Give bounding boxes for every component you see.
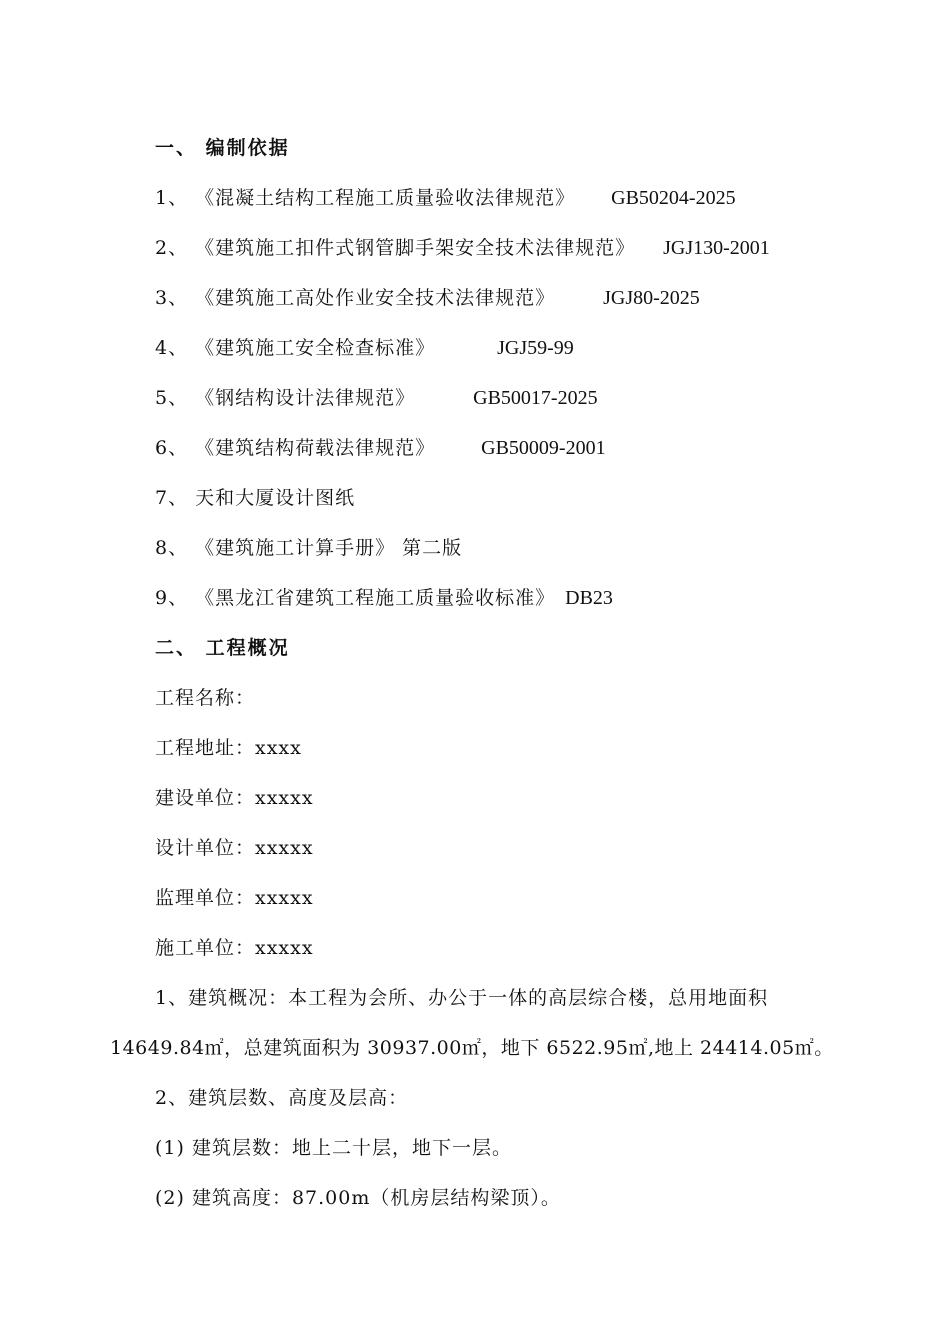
design-unit: 设计单位：xxxxx xyxy=(155,837,314,859)
basis-item-4 xyxy=(155,335,574,361)
basis-item-label: 8、 《建筑施工计算手册》 第二版 xyxy=(155,537,463,559)
basis-item-label: 4、 《建筑施工安全检查标准》 xyxy=(155,337,436,359)
building-overview-line-1: 1、建筑概况：本工程为会所、办公于一体的高层综合楼，总用地面积 xyxy=(155,987,769,1009)
basis-item-code: JGJ130-2001 xyxy=(663,237,770,259)
basis-item-code: JGJ59-99 xyxy=(497,337,574,359)
floors-title: 2、建筑层数、高度及层高： xyxy=(155,1087,409,1109)
basis-item-3 xyxy=(155,285,700,311)
project-name: 工程名称： xyxy=(155,687,256,709)
basis-item-code: GB50017-2025 xyxy=(473,387,598,409)
basis-item-label: 5、 《钢结构设计法律规范》 xyxy=(155,387,416,409)
basis-item-label: 1、 《混凝土结构工程施工质量验收法律规范》 xyxy=(155,187,576,209)
basis-item-6 xyxy=(155,435,606,461)
basis-item-2 xyxy=(155,235,770,261)
basis-item-label: 9、 《黑龙江省建筑工程施工质量验收标准》 xyxy=(155,587,556,609)
basis-item-code: DB23 xyxy=(565,587,613,609)
building-overview-line-2: 14649.84㎡，总建筑面积为 30937.00㎡，地下 6522.95㎡,地上 24414.05㎡。 xyxy=(110,1037,834,1059)
basis-item-5 xyxy=(155,385,598,411)
construction-unit: 建设单位：xxxxx xyxy=(155,787,314,809)
basis-item-code: GB50009-2001 xyxy=(481,437,606,459)
contractor-unit: 施工单位：xxxxx xyxy=(155,937,314,959)
building-height: (2) 建筑高度：87.00m（机房层结构梁顶）。 xyxy=(155,1187,561,1209)
basis-item-label: 3、 《建筑施工高处作业安全技术法律规范》 xyxy=(155,287,556,309)
basis-item-8 xyxy=(155,535,462,561)
section-heading-overview: 二、 工程概况 xyxy=(155,637,290,659)
section-heading-basis: 一、 编制依据 xyxy=(155,137,290,159)
basis-item-label: 7、 天和大厦设计图纸 xyxy=(155,487,356,509)
floors-count: (1) 建筑层数：地上二十层，地下一层。 xyxy=(155,1137,512,1159)
basis-item-7 xyxy=(155,485,355,511)
basis-item-label: 2、 《建筑施工扣件式钢管脚手架安全技术法律规范》 xyxy=(155,237,636,259)
supervision-unit: 监理单位：xxxxx xyxy=(155,887,314,909)
basis-item-label: 6、 《建筑结构荷载法律规范》 xyxy=(155,437,436,459)
project-address: 工程地址：xxxx xyxy=(155,737,302,759)
basis-item-9 xyxy=(155,585,613,611)
basis-item-code: GB50204-2025 xyxy=(611,187,736,209)
basis-item-code: JGJ80-2025 xyxy=(603,287,700,309)
basis-item-1 xyxy=(155,185,736,211)
